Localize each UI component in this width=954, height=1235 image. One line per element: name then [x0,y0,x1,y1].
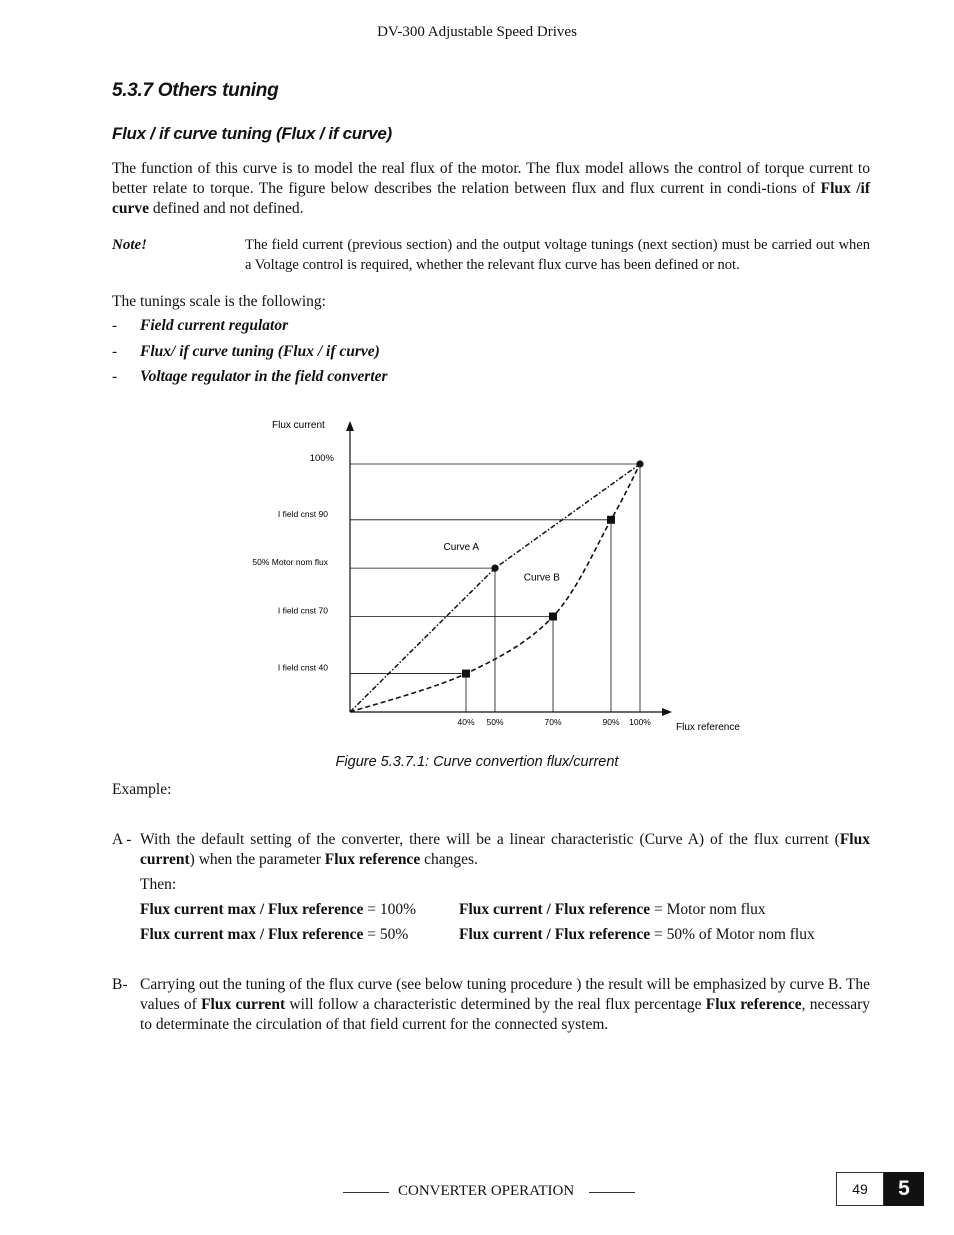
example-row-2-left: Flux current max / Flux reference = 50% [140,926,409,943]
chart-svg [230,405,750,745]
example-row-1-right: Flux current / Flux reference = Motor nom flux [459,901,766,918]
tunings-intro: The tunings scale is the following: [112,293,326,310]
list-item: - Flux/ if curve tuning (Flux / if curve) [112,343,380,360]
y-axis-label: Flux current [272,420,325,431]
y-tick-label: I field cnst 40 [277,662,328,673]
x-axis-label: Flux reference [676,722,740,733]
section-title: 5.3.7 Others tuning [112,80,279,101]
item-b-text: Carrying out the tuning of the flux curve (see below tuning procedure ) the result will be emphasized by curve B. The values of Flux current will follow a characteristic determined by the real flux percentage Flux reference, necessary to determinate the circulation of that field current for the connected system. [140,976,870,1033]
curve-a-point [636,460,643,467]
example-label: Example: [112,781,172,798]
x-tick-label: 70% [544,717,562,727]
curve-b-point [549,613,557,621]
curve-b-label: Curve B [523,572,560,584]
page-number: 49 [836,1172,884,1206]
figure-caption: Figure 5.3.7.1: Curve convertion flux/current [335,754,619,770]
example-row-1-left: Flux current max / Flux reference = 100% [140,901,417,918]
x-axis-arrow [662,708,672,716]
y-tick-label: 50% Motor nom flux [252,557,328,568]
subsection-title: Flux / if curve tuning (Flux / if curve) [112,124,392,143]
running-header: DV-300 Adjustable Speed Drives [377,24,577,40]
list-item: - Voltage regulator in the field converter [112,368,388,385]
then-label: Then: [140,876,177,893]
curve-b-point [462,670,470,678]
footer-rule-right [589,1192,635,1193]
x-tick-label: 90% [602,717,620,727]
footer-section: CONVERTER OPERATION [398,1183,575,1199]
item-a-text: With the default setting of the converter, there will be a linear characteristic (Curve A) of the flux current (Flux current) when the parameter Flux reference changes. [140,831,870,868]
y-tick-label: I field cnst 70 [277,605,328,616]
curve-a-label: Curve A [443,542,480,554]
x-tick-label: 100% [629,717,651,727]
list-item: - Field current regulator [112,317,289,334]
x-tick-label: 50% [486,717,504,727]
y-tick-label: I field cnst 90 [277,508,328,519]
y-axis-arrow [346,421,354,431]
note-text: The field current (previous section) and the output voltage tunings (next section) must be carried out when a Voltage control is required, whether the relevant flux curve has been defined or not. [245,237,870,273]
chapter-number: 5 [884,1172,924,1206]
item-b-marker: B- [112,976,128,993]
footer-rule-left [343,1192,389,1193]
curve-a-point [491,565,498,572]
x-tick-label: 40% [457,717,475,727]
example-row-2-right: Flux current / Flux reference = 50% of Motor nom flux [459,926,815,943]
curve-b-point [607,516,615,524]
note-label: Note! [112,237,147,253]
y-tick-label: 100% [309,453,334,464]
flux-curve-chart [230,405,750,750]
intro-paragraph: The function of this curve is to model the real flux of the motor. The flux model allows the control of torque current to better relate to torque. The figure below describes the relation between flux and flux current in condi-tions of Flux /if curve defined and not defined. [112,160,870,217]
item-a-marker: A - [112,831,132,848]
